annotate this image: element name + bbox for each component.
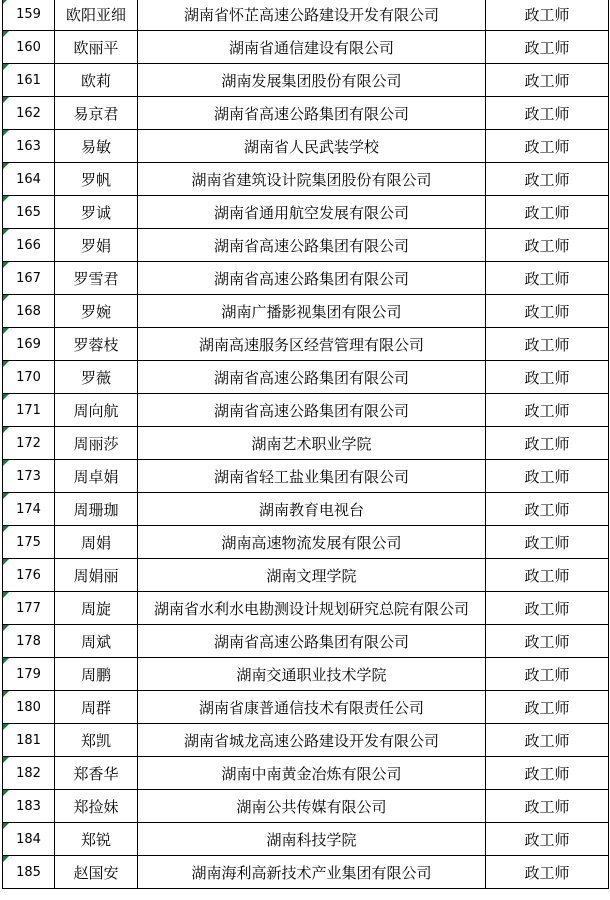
table-row (3, 394, 609, 427)
cell-title[interactable]: 政工师 (486, 559, 609, 592)
table-row (3, 130, 609, 163)
table-row (3, 757, 609, 790)
cell-title[interactable]: 政工师 (486, 31, 609, 64)
cell-name[interactable]: 周丽莎 (55, 427, 138, 460)
cell-organization[interactable]: 湖南省通信建设有限公司 (138, 31, 486, 64)
cell-title[interactable]: 政工师 (486, 691, 609, 724)
cell-organization[interactable]: 湖南高速物流发展有限公司 (138, 526, 486, 559)
table-row (3, 658, 609, 691)
cell-organization[interactable]: 湖南省城龙高速公路建设开发有限公司 (138, 724, 486, 757)
cell-name[interactable]: 罗帆 (55, 163, 138, 196)
cell-organization[interactable]: 湖南省康普通信技术有限责任公司 (138, 691, 486, 724)
cell-title[interactable]: 政工师 (486, 64, 609, 97)
cell-number[interactable]: 159 (3, 0, 55, 31)
cell-title[interactable]: 政工师 (486, 0, 609, 31)
cell-number[interactable]: 175 (3, 526, 55, 559)
cell-number[interactable]: 181 (3, 724, 55, 757)
cell-name[interactable]: 周群 (55, 691, 138, 724)
cell-title[interactable]: 政工师 (486, 394, 609, 427)
table-body (3, 0, 609, 889)
table-row (3, 691, 609, 724)
cell-organization[interactable]: 湖南省高速公路集团有限公司 (138, 625, 486, 658)
cell-name[interactable]: 欧阳亚细 (55, 0, 138, 31)
cell-organization[interactable]: 湖南中南黄金冶炼有限公司 (138, 757, 486, 790)
cell-organization[interactable]: 湖南省水利水电勘测设计规划研究总院有限公司 (138, 592, 486, 625)
cell-number[interactable]: 169 (3, 328, 55, 361)
cell-name[interactable]: 罗诚 (55, 196, 138, 229)
cell-organization[interactable]: 湖南公共传媒有限公司 (138, 790, 486, 823)
cell-organization[interactable]: 湖南艺术职业学院 (138, 427, 486, 460)
cell-organization[interactable]: 湖南省高速公路集团有限公司 (138, 97, 486, 130)
cell-organization[interactable]: 湖南科技学院 (138, 823, 486, 856)
table-row (3, 724, 609, 757)
cell-organization[interactable]: 湖南交通职业技术学院 (138, 658, 486, 691)
cell-number[interactable]: 183 (3, 790, 55, 823)
cell-number[interactable]: 179 (3, 658, 55, 691)
cell-title[interactable]: 政工师 (486, 526, 609, 559)
cell-title[interactable]: 政工师 (486, 460, 609, 493)
cell-organization[interactable]: 湖南省轻工盐业集团有限公司 (138, 460, 486, 493)
cell-title[interactable]: 政工师 (486, 97, 609, 130)
cell-number[interactable]: 180 (3, 691, 55, 724)
cell-number[interactable]: 165 (3, 196, 55, 229)
cell-name[interactable]: 罗薇 (55, 361, 138, 394)
table-row (3, 460, 609, 493)
personnel-table (2, 0, 609, 889)
table-row (3, 361, 609, 394)
cell-number[interactable]: 162 (3, 97, 55, 130)
cell-number[interactable]: 171 (3, 394, 55, 427)
cell-title[interactable]: 政工师 (486, 757, 609, 790)
cell-organization[interactable]: 湖南文理学院 (138, 559, 486, 592)
cell-number[interactable]: 160 (3, 31, 55, 64)
cell-number[interactable]: 177 (3, 592, 55, 625)
cell-name[interactable]: 郑凯 (55, 724, 138, 757)
cell-title[interactable]: 政工师 (486, 130, 609, 163)
cell-title[interactable]: 政工师 (486, 229, 609, 262)
cell-title[interactable]: 政工师 (486, 823, 609, 856)
table-row (3, 493, 609, 526)
cell-name[interactable]: 周斌 (55, 625, 138, 658)
cell-title[interactable]: 政工师 (486, 328, 609, 361)
cell-number[interactable]: 164 (3, 163, 55, 196)
cell-name[interactable]: 欧丽平 (55, 31, 138, 64)
cell-title[interactable]: 政工师 (486, 196, 609, 229)
cell-name[interactable]: 周向航 (55, 394, 138, 427)
cell-title[interactable]: 政工师 (486, 361, 609, 394)
cell-number[interactable]: 172 (3, 427, 55, 460)
cell-name[interactable]: 罗婉 (55, 295, 138, 328)
table-row (3, 295, 609, 328)
cell-organization[interactable]: 湖南省怀芷高速公路建设开发有限公司 (138, 0, 486, 31)
cell-organization[interactable]: 湖南省高速公路集团有限公司 (138, 262, 486, 295)
cell-name[interactable]: 周卓娟 (55, 460, 138, 493)
cell-name[interactable]: 周娟 (55, 526, 138, 559)
table-row (3, 625, 609, 658)
table-row (3, 262, 609, 295)
cell-title[interactable]: 政工师 (486, 790, 609, 823)
table-row (3, 196, 609, 229)
table-row (3, 328, 609, 361)
cell-name[interactable]: 赵国安 (55, 856, 138, 889)
table-row (3, 427, 609, 460)
cell-name[interactable]: 易敏 (55, 130, 138, 163)
cell-organization[interactable]: 湖南省通用航空发展有限公司 (138, 196, 486, 229)
cell-number[interactable]: 170 (3, 361, 55, 394)
cell-name[interactable]: 周珊珈 (55, 493, 138, 526)
cell-name[interactable]: 周旋 (55, 592, 138, 625)
cell-title[interactable]: 政工师 (486, 295, 609, 328)
cell-organization[interactable]: 湖南教育电视台 (138, 493, 486, 526)
table-row (3, 97, 609, 130)
cell-title[interactable]: 政工师 (486, 427, 609, 460)
cell-organization[interactable]: 湖南海利高新技术产业集团有限公司 (138, 856, 486, 889)
cell-title[interactable]: 政工师 (486, 625, 609, 658)
table-row (3, 559, 609, 592)
cell-name[interactable]: 周鹏 (55, 658, 138, 691)
cell-organization[interactable]: 湖南省高速公路集团有限公司 (138, 229, 486, 262)
cell-organization[interactable]: 湖南省高速公路集团有限公司 (138, 361, 486, 394)
cell-organization[interactable]: 湖南省人民武装学校 (138, 130, 486, 163)
cell-number[interactable]: 163 (3, 130, 55, 163)
table-row (3, 856, 609, 889)
table-row (3, 163, 609, 196)
table-row (3, 823, 609, 856)
cell-organization[interactable]: 湖南省高速公路集团有限公司 (138, 394, 486, 427)
cell-number[interactable]: 185 (3, 856, 55, 889)
cell-number[interactable]: 178 (3, 625, 55, 658)
cell-name[interactable]: 罗雪君 (55, 262, 138, 295)
table-row (3, 790, 609, 823)
cell-number[interactable]: 184 (3, 823, 55, 856)
cell-organization[interactable]: 湖南广播影视集团有限公司 (138, 295, 486, 328)
cell-name[interactable]: 易京君 (55, 97, 138, 130)
table-row (3, 592, 609, 625)
cell-title[interactable]: 政工师 (486, 658, 609, 691)
cell-name[interactable]: 郑香华 (55, 757, 138, 790)
cell-number[interactable]: 182 (3, 757, 55, 790)
cell-name[interactable]: 欧莉 (55, 64, 138, 97)
cell-name[interactable]: 罗娟 (55, 229, 138, 262)
cell-title[interactable]: 政工师 (486, 163, 609, 196)
cell-name[interactable]: 郑捡妹 (55, 790, 138, 823)
cell-title[interactable]: 政工师 (486, 592, 609, 625)
cell-number[interactable]: 166 (3, 229, 55, 262)
cell-number[interactable]: 168 (3, 295, 55, 328)
cell-organization[interactable]: 湖南高速服务区经营管理有限公司 (138, 328, 486, 361)
table-row (3, 31, 609, 64)
cell-title[interactable]: 政工师 (486, 493, 609, 526)
cell-number[interactable]: 173 (3, 460, 55, 493)
cell-title[interactable]: 政工师 (486, 262, 609, 295)
cell-name[interactable]: 郑锐 (55, 823, 138, 856)
cell-title[interactable]: 政工师 (486, 724, 609, 757)
cell-name[interactable]: 罗蓉枝 (55, 328, 138, 361)
table-row (3, 229, 609, 262)
table-row (3, 0, 609, 31)
table-row (3, 64, 609, 97)
cell-number[interactable]: 176 (3, 559, 55, 592)
table-row (3, 526, 609, 559)
cell-organization[interactable]: 湖南省建筑设计院集团股份有限公司 (138, 163, 486, 196)
cell-number[interactable]: 161 (3, 64, 55, 97)
cell-title[interactable]: 政工师 (486, 856, 609, 889)
cell-number[interactable]: 167 (3, 262, 55, 295)
cell-organization[interactable]: 湖南发展集团股份有限公司 (138, 64, 486, 97)
cell-name[interactable]: 周娟丽 (55, 559, 138, 592)
cell-number[interactable]: 174 (3, 493, 55, 526)
